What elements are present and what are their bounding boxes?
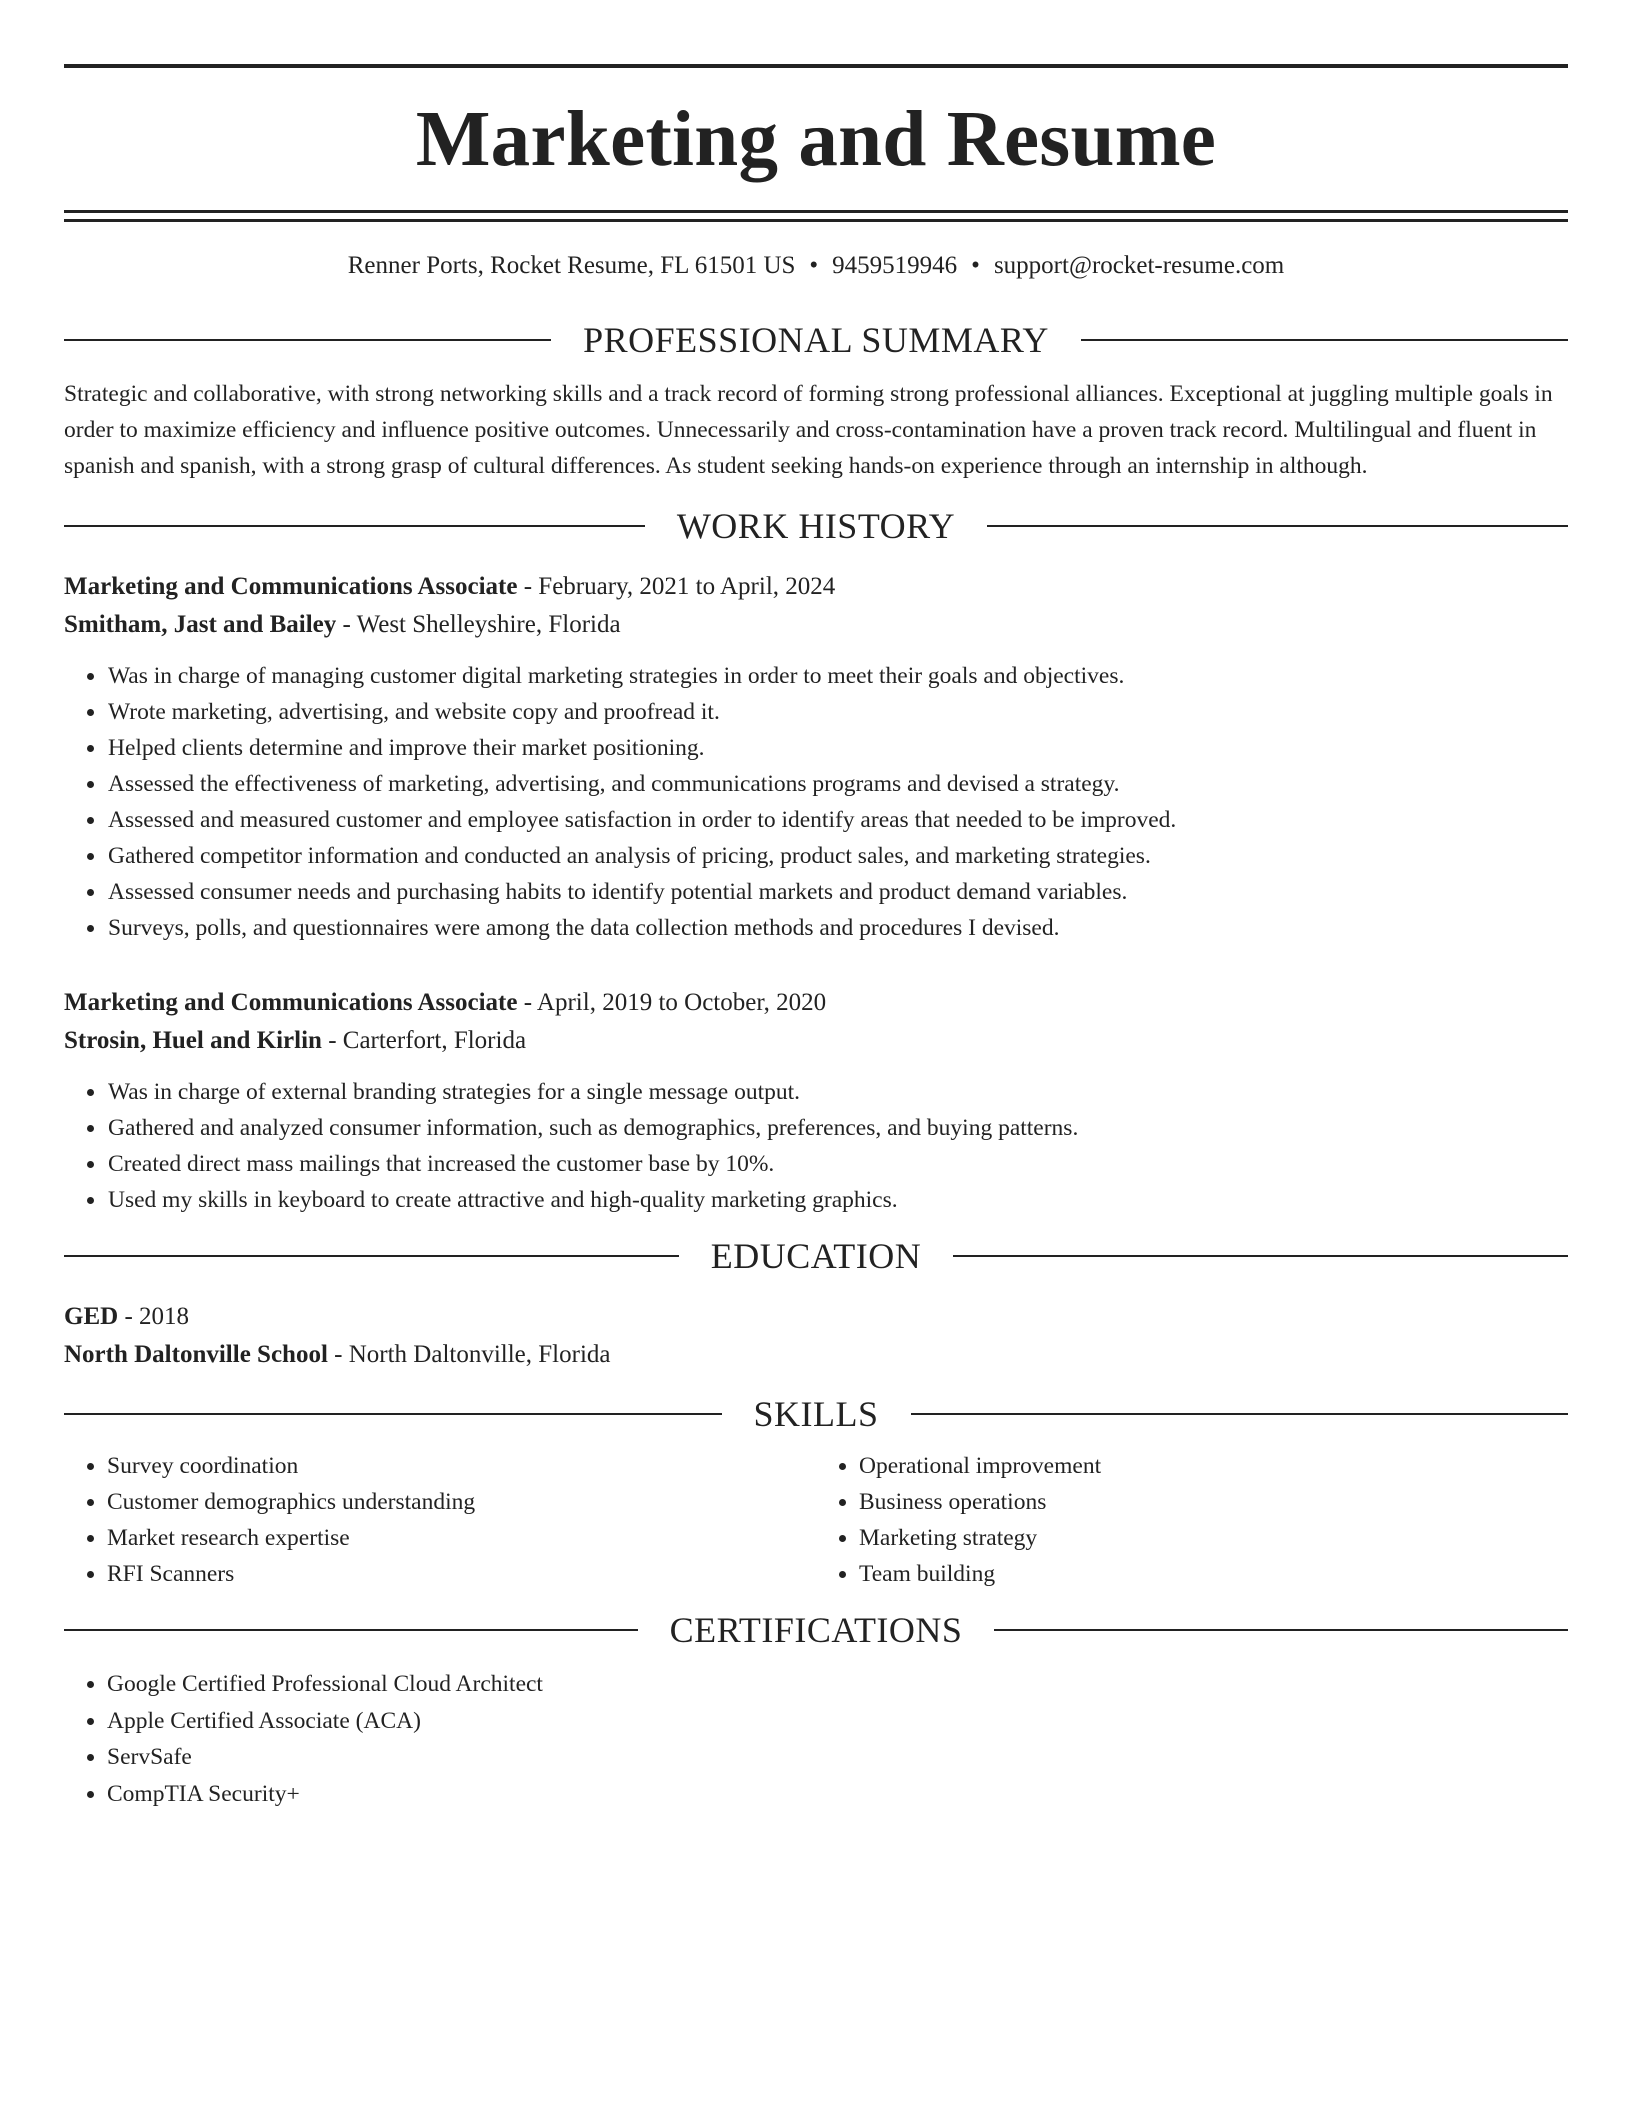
summary-text: Strategic and collaborative, with strong networking skills and a track record of forming strong professional alliances. Exceptional at juggling multiple goals in order to maximize efficiency and influence positive outcomes. Unnecessarily and cross-contamination have a proven track record. Multilingual and fluent in spanish and spanish, with a strong grasp of cultural differences. As student seeking hands-on experience through an internship in although.	[64, 381, 1553, 479]
skill-item: • Survey coordination	[107, 1448, 816, 1484]
skill-item: • Business operations	[859, 1484, 1568, 1520]
skills-list-right	[816, 1448, 1568, 1592]
job-dates: - April, 2019 to October, 2020	[517, 989, 827, 1016]
job-position: Marketing and Communications Associate	[64, 573, 518, 600]
skill-item: • RFI Scanners	[107, 1556, 816, 1592]
job-company-line	[64, 1022, 1568, 1060]
skills-columns	[64, 1448, 1568, 1592]
section-header-summary	[64, 318, 1568, 362]
divider	[64, 1629, 638, 1631]
skills-list-left	[64, 1448, 816, 1592]
skill-item: • Market research expertise	[107, 1520, 816, 1556]
certification-item: • ServSafe	[107, 1739, 1568, 1776]
certification-item: • CompTIA Security+	[107, 1776, 1568, 1813]
job-company: Strosin, Huel and Kirlin	[64, 1027, 322, 1054]
certifications-list	[64, 1666, 1568, 1813]
job-title-line	[64, 984, 1568, 1022]
divider	[953, 1255, 1568, 1257]
education-year: - 2018	[118, 1303, 190, 1330]
list-item: • Assessed the effectiveness of marketing, advertising, and communications programs and devised a strategy.	[107, 766, 1568, 802]
job-entry	[64, 984, 1568, 1060]
divider	[1081, 339, 1568, 341]
contact-separator: •	[971, 252, 980, 279]
job-company-line	[64, 606, 1568, 644]
section-header-work	[64, 504, 1568, 548]
divider	[994, 1629, 1568, 1631]
contact-email: support@rocket-resume.com	[993, 252, 1285, 279]
job-dates: - February, 2021 to April, 2024	[517, 573, 836, 600]
section-title: SKILLS	[753, 1394, 879, 1434]
list-item: • Gathered and analyzed consumer information, such as demographics, preferences, and buying patterns.	[107, 1110, 1568, 1146]
job-company: Smitham, Jast and Bailey	[64, 611, 337, 638]
divider	[911, 1413, 1569, 1415]
education-school-line	[64, 1336, 1568, 1374]
certification-item: • Google Certified Professional Cloud Architect	[107, 1666, 1568, 1703]
double-rule	[64, 210, 1568, 222]
list-item: • Gathered competitor information and conducted an analysis of pricing, product sales, and marketing strategies.	[107, 838, 1568, 874]
divider	[64, 525, 645, 527]
divider	[64, 339, 551, 341]
list-item: • Assessed consumer needs and purchasing habits to identify potential markets and product demand variables.	[107, 874, 1568, 910]
education-degree-line	[64, 1298, 1568, 1336]
education-school: North Daltonville School	[64, 1341, 328, 1368]
skill-item: • Team building	[859, 1556, 1568, 1592]
job-title-line	[64, 568, 1568, 606]
list-item: • Was in charge of managing customer digital marketing strategies in order to meet their goals and objectives.	[107, 658, 1568, 694]
resume-name: Marketing and Resume	[415, 96, 1217, 183]
divider	[64, 1413, 722, 1415]
job-entry	[64, 568, 1568, 644]
education-entry	[64, 1298, 1568, 1374]
contact-address: Renner Ports, Rocket Resume, FL 61501 US	[347, 252, 796, 279]
skill-item: • Customer demographics understanding	[107, 1484, 816, 1520]
list-item: • Was in charge of external branding strategies for a single message output.	[107, 1074, 1568, 1110]
list-item: • Helped clients determine and improve their market positioning.	[107, 730, 1568, 766]
section-header-education	[64, 1234, 1568, 1278]
contact-phone: 9459519946	[832, 252, 958, 279]
divider	[987, 525, 1568, 527]
job-location: - Carterfort, Florida	[321, 1027, 527, 1054]
job-bullets	[64, 1074, 1568, 1218]
skill-item: • Operational improvement	[859, 1448, 1568, 1484]
section-title: WORK HISTORY	[676, 506, 956, 546]
divider	[64, 1255, 679, 1257]
section-header-skills	[64, 1392, 1568, 1436]
list-item: • Used my skills in keyboard to create attractive and high-quality marketing graphics.	[107, 1182, 1568, 1218]
job-bullets	[64, 658, 1568, 946]
section-title: PROFESSIONAL SUMMARY	[583, 320, 1049, 360]
list-item: • Assessed and measured customer and employee satisfaction in order to identify areas that needed to be improved.	[107, 802, 1568, 838]
skill-item: • Marketing strategy	[859, 1520, 1568, 1556]
education-degree: GED	[64, 1303, 119, 1330]
education-location: - North Daltonville, Florida	[327, 1341, 611, 1368]
list-item: • Wrote marketing, advertising, and website copy and proofread it.	[107, 694, 1568, 730]
list-item: • Surveys, polls, and questionnaires were among the data collection methods and procedures I devised.	[107, 910, 1568, 946]
certification-item: • Apple Certified Associate (ACA)	[107, 1703, 1568, 1740]
contact-separator: •	[809, 252, 819, 279]
job-position: Marketing and Communications Associate	[64, 989, 518, 1016]
list-item: • Created direct mass mailings that increased the customer base by 10%.	[107, 1146, 1568, 1182]
job-location: - West Shelleyshire, Florida	[336, 611, 621, 638]
section-header-certifications	[64, 1608, 1568, 1652]
section-title: EDUCATION	[710, 1236, 922, 1276]
contact-line	[64, 248, 1568, 284]
section-title: CERTIFICATIONS	[669, 1610, 963, 1650]
